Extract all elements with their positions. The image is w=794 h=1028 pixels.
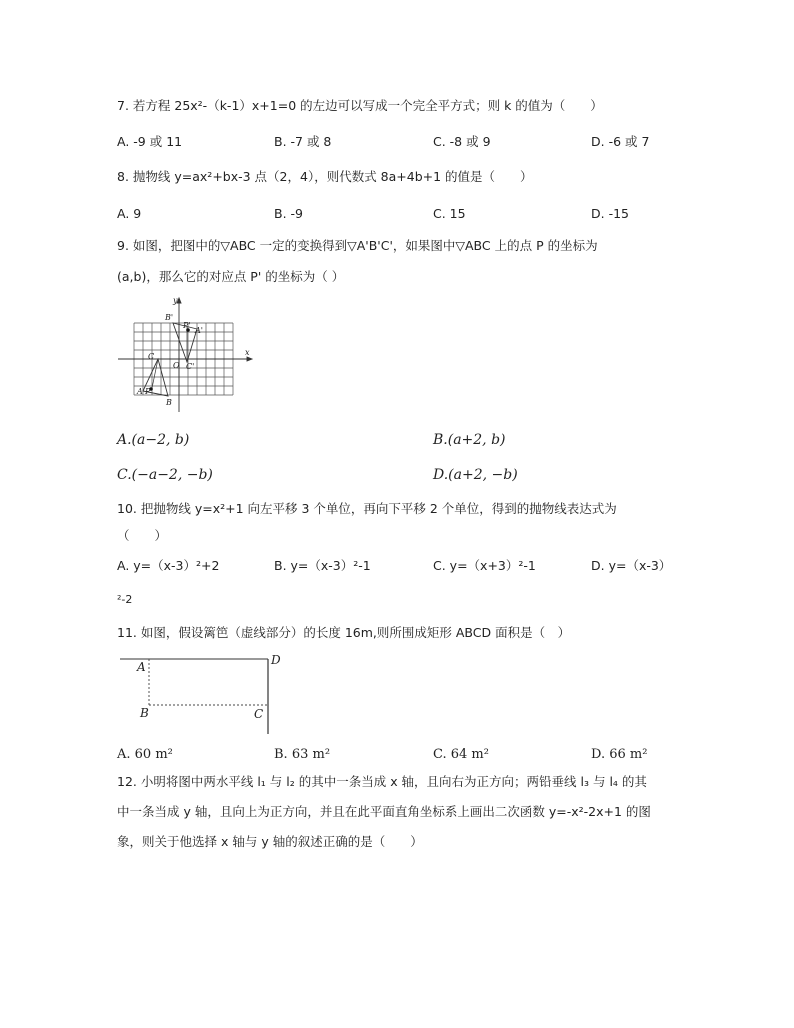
q8-option-a[interactable]: A. 9	[117, 206, 142, 221]
q9-label-b: B	[166, 398, 172, 407]
q10-stem-line2: （ ）	[117, 528, 168, 543]
q10-stem-line1: 10. 把抛物线 y=x²+1 向左平移 3 个单位，再向下平移 2 个单位，得到的抛物线表达式为	[117, 501, 617, 516]
q9-label-p-prime: P'	[183, 321, 191, 330]
q9-label-b-prime: B'	[165, 313, 174, 322]
q11-label-b: B	[140, 706, 149, 720]
q7-option-c[interactable]: C. -8 或 9	[433, 134, 491, 149]
q9-label-o: O	[173, 361, 180, 370]
q7-stem: 7. 若方程 25x²-（k-1）x+1=0 的左边可以写成一个完全平方式；则 k 的值为（ ）	[117, 98, 603, 113]
q9-stem-line2: (a,b)，那么它的对应点 P' 的坐标为（ ）	[117, 269, 345, 284]
q11-option-a[interactable]: A. 60 m²	[117, 747, 173, 762]
q9-label-a: A	[137, 387, 143, 396]
q10-option-d-continuation: ²-2	[117, 593, 133, 606]
q11-label-a: A	[137, 660, 146, 674]
q8-option-d[interactable]: D. -15	[591, 206, 629, 221]
q10-option-a[interactable]: A. y=（x-3）²+2	[117, 558, 220, 573]
q7-option-d[interactable]: D. -6 或 7	[591, 134, 650, 149]
q11-option-c[interactable]: C. 64 m²	[433, 747, 489, 762]
q11-label-d: D	[271, 653, 281, 667]
q8-option-c[interactable]: C. 15	[433, 206, 466, 221]
q9-grid-figure	[112, 292, 262, 412]
q11-option-d[interactable]: D. 66 m²	[591, 747, 648, 762]
q11-option-b[interactable]: B. 63 m²	[274, 747, 331, 762]
q9-label-y: y	[173, 296, 178, 305]
q9-stem-line1: 9. 如图，把图中的▽ABC 一定的变换得到▽A'B'C'，如果图中▽ABC 上的点 P 的坐标为	[117, 238, 598, 253]
q8-option-b[interactable]: B. -9	[274, 206, 303, 221]
q12-stem-line2: 中一条当成 y 轴，且向上为正方向，并且在此平面直角坐标系上画出二次函数 y=-x²-2x+1 的图	[117, 804, 651, 819]
q7-option-b[interactable]: B. -7 或 8	[274, 134, 332, 149]
q11-label-c: C	[254, 707, 264, 721]
q9-label-c-prime: C'	[186, 362, 195, 371]
q8-stem: 8. 抛物线 y=ax²+bx-3 点（2，4），则代数式 8a+4b+1 的值是（ ）	[117, 169, 533, 184]
q10-option-d[interactable]: D. y=（x-3）	[591, 558, 672, 573]
q9-label-p: P	[145, 387, 151, 396]
q9-label-x: x	[245, 348, 250, 357]
q11-stem: 11. 如图，假设篱笆（虚线部分）的长度 16m,则所围成矩形 ABCD 面积是（ ）	[117, 625, 571, 640]
q12-stem-line3: 象，则关于他选择 x 轴与 y 轴的叙述正确的是（ ）	[117, 834, 423, 849]
q11-rectangle-figure	[112, 650, 292, 740]
q10-option-b[interactable]: B. y=（x-3）²-1	[274, 558, 371, 573]
q9-option-a[interactable]: A.(a−2, b)	[117, 432, 190, 448]
q9-option-d[interactable]: D.(a+2, −b)	[433, 467, 518, 483]
q7-option-a[interactable]: A. -9 或 11	[117, 134, 183, 149]
q9-label-c: C	[148, 352, 155, 361]
q9-option-c[interactable]: C.(−a−2, −b)	[117, 467, 213, 483]
q10-option-c[interactable]: C. y=（x+3）²-1	[433, 558, 536, 573]
q9-label-a-prime: A'	[195, 326, 203, 335]
q9-option-b[interactable]: B.(a+2, b)	[433, 432, 506, 448]
q12-stem-line1: 12. 小明将图中两水平线 l₁ 与 l₂ 的其中一条当成 x 轴，且向右为正方向；两铅垂线 l₃ 与 l₄ 的其	[117, 774, 647, 789]
